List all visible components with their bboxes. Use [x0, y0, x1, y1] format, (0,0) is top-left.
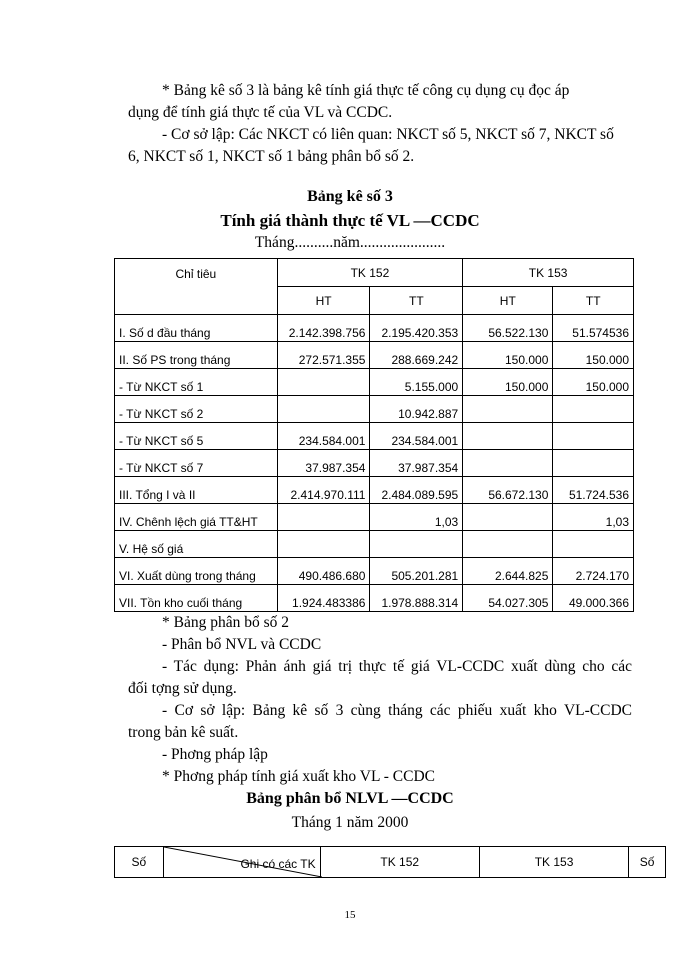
row-value: 54.027.305	[463, 585, 553, 612]
row-value: 37.987.354	[277, 450, 370, 477]
intro-line-2: dụng để tính giá thực tế của VL và CCDC.	[128, 104, 393, 121]
row-value	[277, 369, 370, 396]
row-value: 288.669.242	[370, 342, 463, 369]
row-label: I. Số d đầu tháng	[115, 315, 278, 342]
row-value: 1.978.888.314	[370, 585, 463, 612]
row-value: 1,03	[370, 504, 463, 531]
row-label: VI. Xuất dùng trong tháng	[115, 558, 278, 585]
table-row	[115, 477, 634, 504]
section2-line-6: * Phơng pháp tính giá xuất kho VL - CCDC	[162, 768, 435, 785]
row-label: VII. Tồn kho cuối tháng	[115, 585, 278, 612]
table2-ghi-co-label: Ghi có các TK	[240, 857, 316, 871]
row-value: 234.584.001	[277, 423, 370, 450]
row-label: III. Tổng I và II	[115, 477, 278, 504]
row-value	[277, 396, 370, 423]
row-value: 51.724.536	[553, 477, 634, 504]
table3-period: Tháng..........năm......................	[254, 234, 446, 251]
table-row	[115, 396, 634, 423]
row-value: 505.201.281	[370, 558, 463, 585]
row-value: 150.000	[463, 369, 553, 396]
row-value: 234.584.001	[370, 423, 463, 450]
section2-line-4a: - Cơ sở lập: Bảng kê số 3 cùng tháng các phiếu xuất kho VL-CCDC	[162, 702, 632, 719]
header-tk152-tt: TT	[370, 287, 463, 315]
section2-line-4b: trong bản kê suất.	[128, 724, 239, 741]
section2-line-2: - Phân bổ NVL và CCDC	[162, 636, 322, 653]
table2-so-right: Số	[629, 847, 666, 878]
table2-title: Bảng phân bổ NLVL —CCDC	[246, 790, 454, 807]
table2-header-row	[115, 847, 666, 878]
row-value: 56.522.130	[463, 315, 553, 342]
row-value	[463, 504, 553, 531]
table-row	[115, 423, 634, 450]
intro-line-4: 6, NKCT số 1, NKCT số 1 bảng phân bổ số 2.	[128, 148, 415, 165]
row-value: 5.155.000	[370, 369, 463, 396]
table-row	[115, 369, 634, 396]
row-value: 2.414.970.111	[277, 477, 370, 504]
header-tk152-ht: HT	[277, 287, 370, 315]
row-value: 150.000	[463, 342, 553, 369]
table-row	[115, 504, 634, 531]
table3-header-row-1	[115, 259, 634, 287]
row-value: 150.000	[553, 342, 634, 369]
row-value: 2.195.420.353	[370, 315, 463, 342]
row-value: 272.571.355	[277, 342, 370, 369]
row-value	[553, 531, 634, 558]
row-value: 1.924.483386	[277, 585, 370, 612]
row-value: 150.000	[553, 369, 634, 396]
row-value	[463, 531, 553, 558]
section2-line-1: * Bảng phân bổ số 2	[162, 614, 290, 631]
table2-tk152: TK 152	[320, 847, 479, 878]
row-value: 2.484.089.595	[370, 477, 463, 504]
table-row	[115, 342, 634, 369]
header-tk153: TK 153	[463, 259, 634, 287]
bang-phan-bo-table	[114, 846, 666, 878]
row-value: 49.000.366	[553, 585, 634, 612]
row-label: - Từ NKCT số 1	[115, 369, 278, 396]
bang-ke-so-3-table	[114, 258, 634, 612]
row-label: II. Số PS trong tháng	[115, 342, 278, 369]
page-number: 15	[344, 909, 356, 921]
table3-title: Bảng kê số 3	[307, 188, 393, 205]
header-chi-tieu: Chỉ tiêu	[115, 259, 278, 315]
row-value: 1,03	[553, 504, 634, 531]
row-label: IV. Chênh lệch giá TT&HT	[115, 504, 278, 531]
row-value	[277, 504, 370, 531]
table2-subtitle: Tháng 1 năm 2000	[291, 814, 409, 831]
row-value: 10.942.887	[370, 396, 463, 423]
row-label: - Từ NKCT số 7	[115, 450, 278, 477]
row-value	[553, 396, 634, 423]
row-label: V. Hệ số giá	[115, 531, 278, 558]
row-value: 2.142.398.756	[277, 315, 370, 342]
section2-line-3a: - Tác dụng: Phản ánh giá trị thực tế giá VL-CCDC xuất dùng cho các	[162, 658, 632, 675]
row-value	[553, 450, 634, 477]
table2-so-left: Số	[115, 847, 164, 878]
intro-line-3: - Cơ sở lập: Các NKCT có liên quan: NKCT số 5, NKCT số 7, NKCT số	[162, 126, 614, 143]
table-row	[115, 558, 634, 585]
row-value: 2.724.170	[553, 558, 634, 585]
header-tk152: TK 152	[277, 259, 462, 287]
table-row	[115, 531, 634, 558]
table2-tk153: TK 153	[479, 847, 628, 878]
row-value: 37.987.354	[370, 450, 463, 477]
row-label: - Từ NKCT số 5	[115, 423, 278, 450]
row-value	[463, 450, 553, 477]
table-row	[115, 450, 634, 477]
row-value	[370, 531, 463, 558]
row-label: - Từ NKCT số 2	[115, 396, 278, 423]
table-row	[115, 585, 634, 612]
table2-ghi-co-cell	[163, 847, 320, 878]
row-value	[277, 531, 370, 558]
section2-line-3b: đối tợng sử dụng.	[128, 680, 237, 697]
section2-line-5: - Phơng pháp lập	[162, 746, 268, 763]
table-row	[115, 315, 634, 342]
header-tk153-tt: TT	[553, 287, 634, 315]
table3-subtitle: Tính giá thành thực tế VL —CCDC	[220, 211, 480, 230]
row-value	[553, 423, 634, 450]
row-value	[463, 423, 553, 450]
row-value	[463, 396, 553, 423]
table3-body	[115, 315, 634, 612]
intro-line-1: * Bảng kê số 3 là bảng kê tính giá thực tế công cụ dụng cụ đọc áp	[162, 82, 570, 99]
row-value: 2.644.825	[463, 558, 553, 585]
row-value: 490.486.680	[277, 558, 370, 585]
row-value: 56.672.130	[463, 477, 553, 504]
row-value: 51.574536	[553, 315, 634, 342]
header-tk153-ht: HT	[463, 287, 553, 315]
